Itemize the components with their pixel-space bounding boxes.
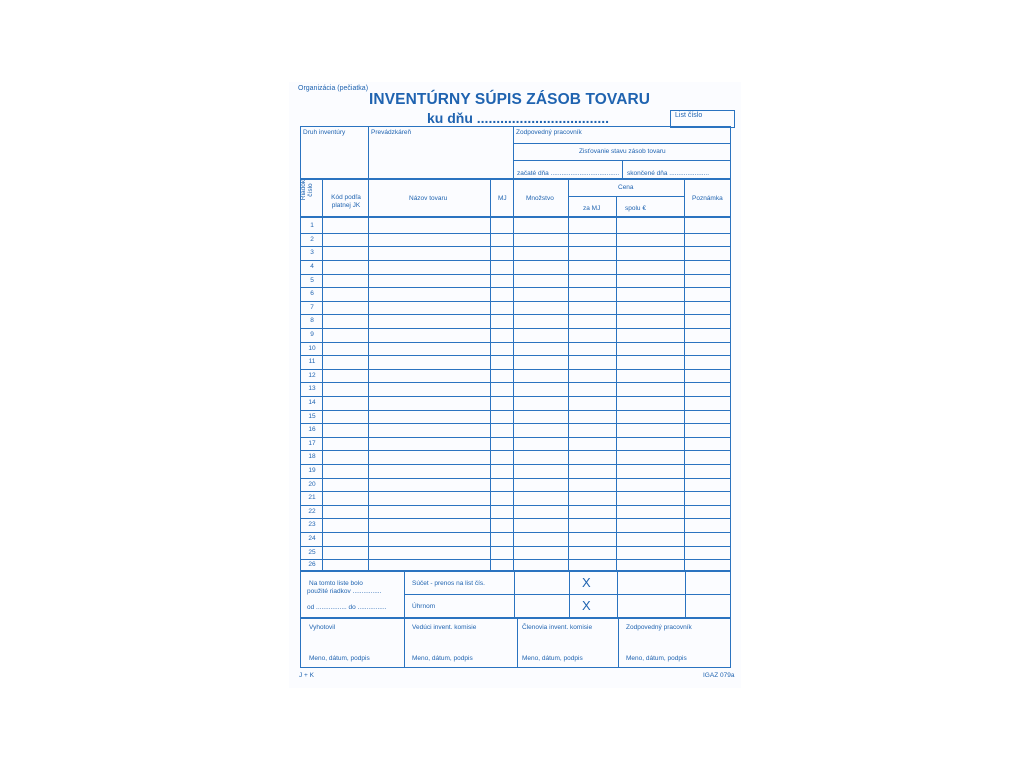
started-date-label: začaté dňa ...................................... — [517, 170, 620, 177]
row-number: 15 — [308, 413, 316, 420]
footer-right-code: IGAZ 079a — [703, 672, 735, 679]
responsible-worker-label: Zodpovedný pracovník — [516, 129, 582, 136]
stock-check-label: Zisťovanie stavu zásob tovaru — [579, 148, 666, 155]
row-number: 14 — [308, 399, 316, 406]
commission-head-label: Vedúci invent. komisie — [412, 624, 477, 631]
used-rows-label-2: použité riadkov ................ — [307, 588, 382, 595]
sheet-number-label: List číslo — [675, 112, 703, 119]
row-number: 20 — [308, 481, 316, 488]
row-number: 19 — [308, 467, 316, 474]
row-number: 13 — [308, 385, 316, 392]
row-number: 8 — [310, 317, 314, 324]
row-number: 16 — [308, 426, 316, 433]
sign-hint: Meno, dátum, podpis — [412, 655, 473, 662]
row-number: 18 — [308, 453, 316, 460]
row-number: 2 — [310, 236, 314, 243]
total-label: Úhrnom — [412, 603, 436, 610]
row-number: 12 — [308, 372, 316, 379]
row-range-label: od ................. do ................ — [307, 604, 387, 611]
price-total-header: spolu € — [625, 205, 646, 212]
sign-hint: Meno, dátum, podpis — [626, 655, 687, 662]
row-number: 1 — [310, 222, 314, 229]
row-number: 6 — [310, 290, 314, 297]
operation-label: Prevádzkáreň — [371, 129, 412, 136]
code-header: Kód podľa platnej JK — [331, 194, 361, 209]
goods-name-header: Názov tovaru — [409, 195, 448, 202]
quantity-header: Množstvo — [526, 195, 554, 202]
cross-mark-icon: X — [582, 598, 591, 613]
row-number: 22 — [308, 508, 316, 515]
inventory-type-label: Druh inventúry — [303, 129, 346, 136]
price-header: Cena — [618, 184, 634, 191]
responsible-worker-signature-label: Zodpovedný pracovník — [626, 624, 692, 631]
row-number: 11 — [308, 358, 316, 365]
ended-date-label: skončené dňa ...................... — [627, 170, 710, 177]
form-title: INVENTÚRNY SÚPIS ZÁSOB TOVARU — [369, 91, 651, 108]
date-line: ku dňu .................................. — [427, 110, 610, 126]
row-number: 7 — [310, 304, 314, 311]
row-number: 23 — [308, 521, 316, 528]
row-number: 21 — [308, 494, 316, 501]
row-number: 17 — [308, 440, 316, 447]
row-number: 3 — [310, 249, 314, 256]
organization-stamp-label: Organizácia (pečiatka) — [298, 85, 369, 92]
used-rows-label-1: Na tomto liste bolo — [309, 580, 363, 587]
prepared-by-label: Vyhotovil — [309, 624, 336, 631]
footer-left-code: J + K — [299, 672, 314, 679]
cross-mark-icon: X — [582, 575, 591, 590]
row-number: 10 — [308, 345, 316, 352]
sign-hint: Meno, dátum, podpis — [522, 655, 583, 662]
price-per-unit-header: za MJ — [583, 205, 601, 212]
inventory-form-page — [289, 82, 741, 688]
row-number: 5 — [310, 277, 314, 284]
row-number: 4 — [310, 263, 314, 270]
unit-header: MJ — [498, 195, 507, 202]
row-number: 24 — [308, 535, 316, 542]
row-number: 9 — [310, 331, 314, 338]
sign-hint: Meno, dátum, podpis — [309, 655, 370, 662]
carryover-label: Súčet - prenos na list čís. — [412, 580, 485, 587]
row-number: 25 — [308, 549, 316, 556]
row-number: 26 — [308, 561, 316, 568]
note-header: Poznámka — [692, 195, 723, 202]
row-number-header: Riadok číslo — [300, 179, 314, 201]
commission-members-label: Členovia invent. komisie — [522, 624, 593, 631]
